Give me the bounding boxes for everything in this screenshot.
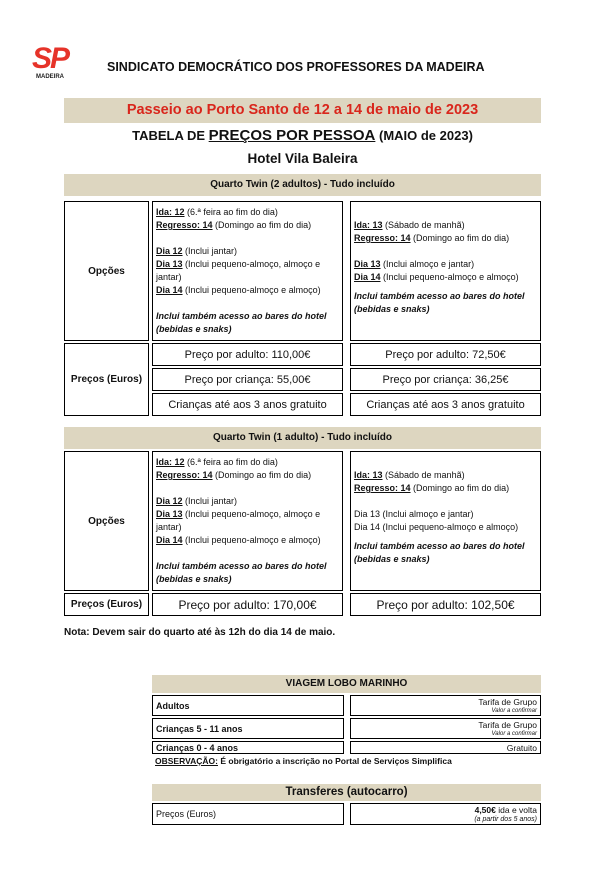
viagem-row-label: Crianças 5 - 11 anos	[152, 718, 344, 739]
viagem-row-value: Gratuito	[350, 741, 541, 754]
viagem-row-label: Crianças 0 - 4 anos	[152, 741, 344, 754]
page-title: Passeio ao Porto Santo de 12 a 14 de maio de 2023	[64, 98, 541, 123]
viagem-row-value: Tarifa de Grupo Valor a confirmar	[350, 718, 541, 739]
checkout-note: Nota: Devem sair do quarto até às 12h do dia 14 de maio.	[64, 627, 336, 638]
section2-options-label: Opções	[64, 451, 149, 591]
logo-subtitle: MADEIRA	[36, 74, 64, 80]
section2-header: Quarto Twin (1 adulto) - Tudo incluído	[64, 427, 541, 449]
section1-free-b: Crianças até aos 3 anos gratuito	[350, 393, 541, 416]
section1-price-child-a: Preço por criança: 55,00€	[152, 368, 343, 391]
section1-price-adult-b: Preço por adulto: 72,50€	[350, 343, 541, 366]
viagem-header: VIAGEM LOBO MARINHO	[152, 675, 541, 693]
section1-header: Quarto Twin (2 adultos) - Tudo incluído	[64, 174, 541, 196]
section1-free-a: Crianças até aos 3 anos gratuito	[152, 393, 343, 416]
logo	[32, 44, 94, 84]
subtitle: TABELA DE PREÇOS POR PESSOA (MAIO de 2023)	[132, 127, 473, 144]
section1-option-b: Ida: 13 (Sábado de manhã) Regresso: 14 (Domingo ao fim do dia) Dia 13 (Inclui almoço e jantar) Dia 14 (Inclui pequeno-almoço e almoço) Inclui também acesso ao bares do hotel (bebidas e snaks)	[350, 201, 541, 341]
section1-price-child-b: Preço por criança: 36,25€	[350, 368, 541, 391]
section2-price-a: Preço por adulto: 170,00€	[152, 593, 343, 616]
logo-mark: SP	[32, 42, 69, 75]
section2-option-b: Ida: 13 (Sábado de manhã) Regresso: 14 (Domingo ao fim do dia) Dia 13 (Inclui almoço e jantar) Dia 14 (Inclui pequeno-almoço e almoço) Inclui também acesso ao bares do hotel (bebidas e snaks)	[350, 451, 541, 591]
viagem-row-label: Adultos	[152, 695, 344, 716]
transfers-label: Preços (Euros)	[152, 803, 344, 825]
section2-option-a: Ida: 12 (6.ª feira ao fim do dia) Regresso: 14 (Domingo ao fim do dia) Dia 12 (Inclui jantar) Dia 13 (Inclui pequeno-almoço, almoço e jantar) Dia 14 (Inclui pequeno-almoço e almoço) Inclui também acesso ao bares do hotel (bebidas e snaks)	[152, 451, 343, 591]
section1-price-adult-a: Preço por adulto: 110,00€	[152, 343, 343, 366]
subtitle-emphasis: PREÇOS POR PESSOA	[208, 127, 376, 144]
transfers-price: 4,50€ ida e volta (a partir dos 5 anos)	[350, 803, 541, 825]
viagem-observation: OBSERVAÇÃO: É obrigatório a inscrição no Portal de Serviços Simplifica	[155, 756, 452, 766]
org-name: SINDICATO DEMOCRÁTICO DOS PROFESSORES DA MADEIRA	[107, 60, 485, 74]
section2-price-b: Preço por adulto: 102,50€	[350, 593, 541, 616]
section1-options-label: Opções	[64, 201, 149, 341]
hotel-name: Hotel Vila Baleira	[247, 151, 358, 166]
viagem-row-value: Tarifa de Grupo Valor a confirmar	[350, 695, 541, 716]
section1-option-a: Ida: 12 (6.ª feira ao fim do dia) Regresso: 14 (Domingo ao fim do dia) Dia 12 (Inclui jantar) Dia 13 (Inclui pequeno-almoço, almoço e jantar) Dia 14 (Inclui pequeno-almoço e almoço) Inclui também acesso ao bares do hotel (bebidas e snaks)	[152, 201, 343, 341]
section2-prices-label: Preços (Euros)	[64, 593, 149, 616]
transfers-header: Transferes (autocarro)	[152, 784, 541, 801]
section1-prices-label: Preços (Euros)	[64, 343, 149, 416]
